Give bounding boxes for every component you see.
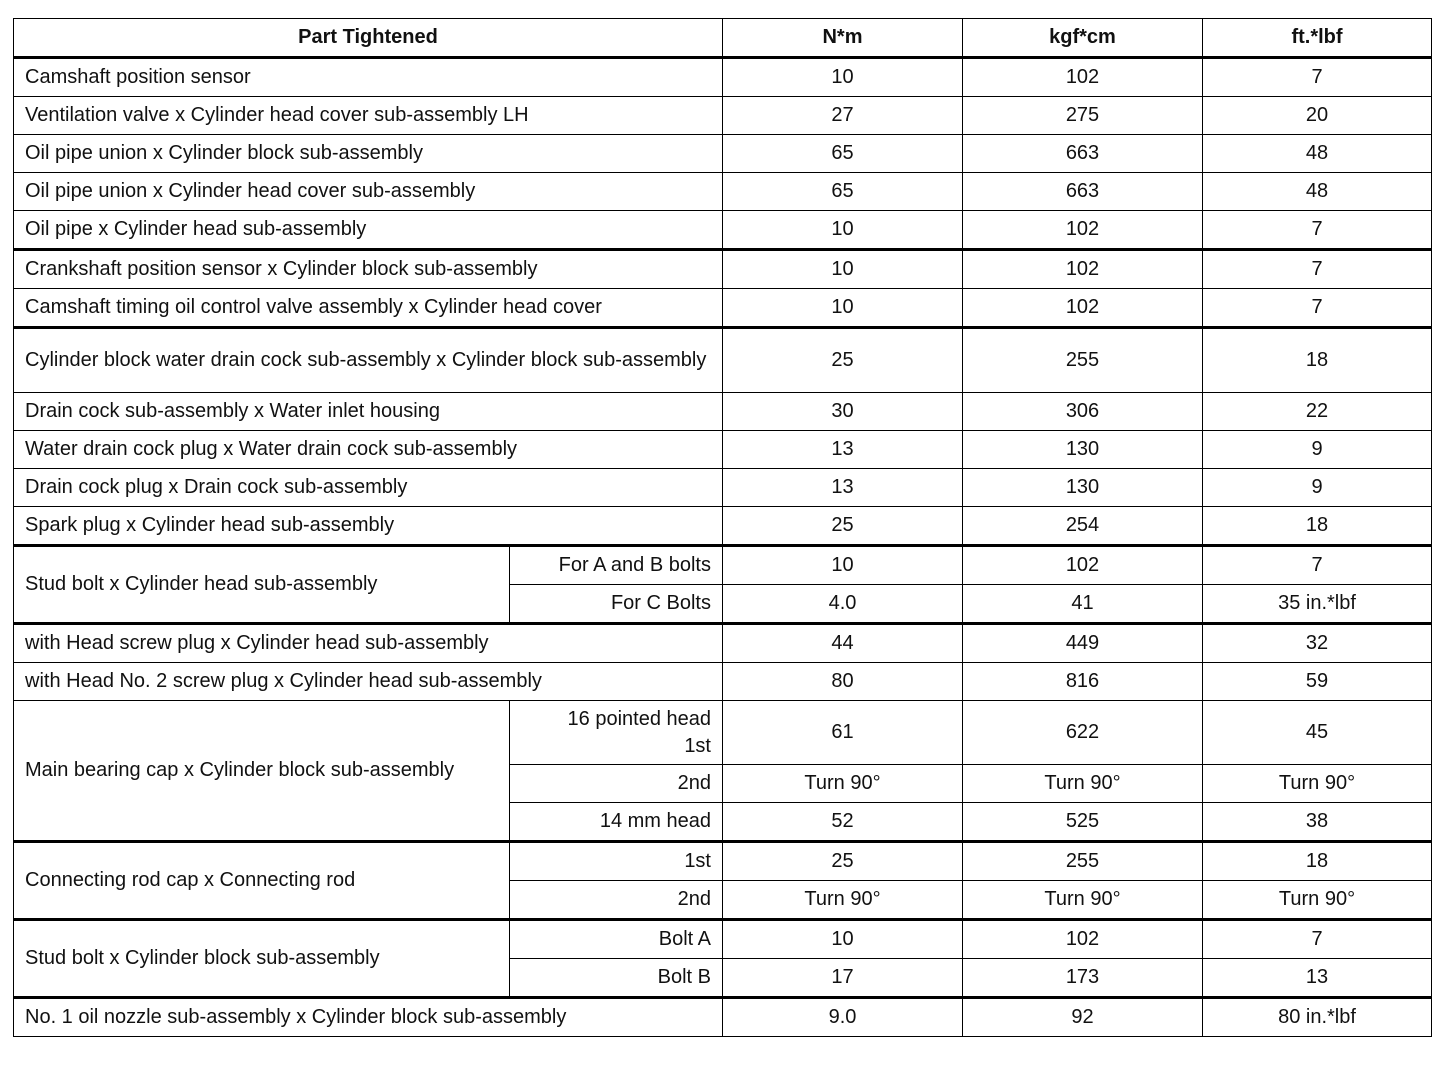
header-ft-lbf: ft.*lbf — [1203, 19, 1432, 58]
ft-cell: 20 — [1203, 97, 1432, 135]
ft-cell: 7 — [1203, 211, 1432, 250]
ft-cell: 18 — [1203, 328, 1432, 393]
nm-cell: 13 — [723, 469, 963, 507]
table-row — [14, 920, 1432, 959]
ft-cell: 45 — [1203, 701, 1432, 765]
header-kgf-cm: kgf*cm — [963, 19, 1203, 58]
nm-cell: 30 — [723, 393, 963, 431]
part-cell: Drain cock plug x Drain cock sub-assembly — [14, 469, 723, 507]
kgf-cell: 525 — [963, 803, 1203, 842]
ft-cell: 38 — [1203, 803, 1432, 842]
sub-condition-cell: Bolt A — [510, 920, 723, 959]
nm-cell: 44 — [723, 624, 963, 663]
kgf-cell: 102 — [963, 211, 1203, 250]
kgf-cell: 255 — [963, 328, 1203, 393]
ft-cell: 7 — [1203, 920, 1432, 959]
part-cell: Connecting rod cap x Connecting rod — [14, 842, 510, 920]
ft-cell: 18 — [1203, 842, 1432, 881]
nm-cell: 4.0 — [723, 585, 963, 624]
table-row — [14, 507, 1432, 546]
table-row — [14, 431, 1432, 469]
kgf-cell: 102 — [963, 546, 1203, 585]
nm-cell: 80 — [723, 663, 963, 701]
part-cell: with Head No. 2 screw plug x Cylinder head sub-assembly — [14, 663, 723, 701]
part-cell: Camshaft timing oil control valve assembly x Cylinder head cover — [14, 289, 723, 328]
kgf-cell: 622 — [963, 701, 1203, 765]
kgf-cell: 130 — [963, 469, 1203, 507]
kgf-cell: 275 — [963, 97, 1203, 135]
table-row — [14, 211, 1432, 250]
kgf-cell: 449 — [963, 624, 1203, 663]
table-row — [14, 842, 1432, 881]
part-cell: with Head screw plug x Cylinder head sub-assembly — [14, 624, 723, 663]
kgf-cell: 130 — [963, 431, 1203, 469]
table-row — [14, 173, 1432, 211]
part-cell: No. 1 oil nozzle sub-assembly x Cylinder block sub-assembly — [14, 998, 723, 1037]
kgf-cell: 102 — [963, 289, 1203, 328]
nm-cell: 25 — [723, 842, 963, 881]
ft-cell: Turn 90° — [1203, 765, 1432, 803]
kgf-cell: 102 — [963, 58, 1203, 97]
torque-spec-table — [13, 18, 1432, 1037]
nm-cell: 25 — [723, 507, 963, 546]
sub-condition-cell — [510, 701, 723, 765]
ft-cell: 7 — [1203, 58, 1432, 97]
part-cell: Stud bolt x Cylinder block sub-assembly — [14, 920, 510, 998]
ft-cell: 59 — [1203, 663, 1432, 701]
part-cell: Oil pipe x Cylinder head sub-assembly — [14, 211, 723, 250]
kgf-cell: Turn 90° — [963, 881, 1203, 920]
kgf-cell: 41 — [963, 585, 1203, 624]
table-row — [14, 328, 1432, 393]
ft-cell: 32 — [1203, 624, 1432, 663]
ft-cell: 48 — [1203, 173, 1432, 211]
nm-cell: 27 — [723, 97, 963, 135]
nm-cell: 65 — [723, 135, 963, 173]
ft-cell: 35 in.*lbf — [1203, 585, 1432, 624]
ft-cell: 7 — [1203, 250, 1432, 289]
table-row — [14, 58, 1432, 97]
table-row — [14, 998, 1432, 1037]
nm-cell: 61 — [723, 701, 963, 765]
table-row — [14, 469, 1432, 507]
kgf-cell: Turn 90° — [963, 765, 1203, 803]
nm-cell: 10 — [723, 211, 963, 250]
table-row — [14, 663, 1432, 701]
table-row — [14, 135, 1432, 173]
part-cell: Spark plug x Cylinder head sub-assembly — [14, 507, 723, 546]
kgf-cell: 102 — [963, 920, 1203, 959]
ft-cell: 80 in.*lbf — [1203, 998, 1432, 1037]
sub-condition-cell: 14 mm head — [510, 803, 723, 842]
nm-cell: 25 — [723, 328, 963, 393]
sub-condition-cell: Bolt B — [510, 959, 723, 998]
table-row — [14, 624, 1432, 663]
table-row — [14, 546, 1432, 585]
header-row — [14, 19, 1432, 58]
part-cell: Water drain cock plug x Water drain cock sub-assembly — [14, 431, 723, 469]
nm-cell: 9.0 — [723, 998, 963, 1037]
kgf-cell: 663 — [963, 135, 1203, 173]
sub-condition-cell: 1st — [510, 842, 723, 881]
kgf-cell: 254 — [963, 507, 1203, 546]
part-cell: Drain cock sub-assembly x Water inlet housing — [14, 393, 723, 431]
nm-cell: 10 — [723, 546, 963, 585]
sub-condition-cell: 2nd — [510, 765, 723, 803]
nm-cell: 10 — [723, 289, 963, 328]
sub-condition-cell: 2nd — [510, 881, 723, 920]
kgf-cell: 816 — [963, 663, 1203, 701]
kgf-cell: 306 — [963, 393, 1203, 431]
table-row — [14, 250, 1432, 289]
nm-cell: Turn 90° — [723, 881, 963, 920]
table-row — [14, 393, 1432, 431]
kgf-cell: 255 — [963, 842, 1203, 881]
ft-cell: 9 — [1203, 469, 1432, 507]
table-row — [14, 289, 1432, 328]
part-cell: Stud bolt x Cylinder head sub-assembly — [14, 546, 510, 624]
part-cell: Oil pipe union x Cylinder head cover sub-assembly — [14, 173, 723, 211]
kgf-cell: 663 — [963, 173, 1203, 211]
part-cell: Oil pipe union x Cylinder block sub-assembly — [14, 135, 723, 173]
sub-condition-cell: For C Bolts — [510, 585, 723, 624]
part-cell: Camshaft position sensor — [14, 58, 723, 97]
header-part-tightened: Part Tightened — [14, 19, 723, 58]
part-cell: Crankshaft position sensor x Cylinder block sub-assembly — [14, 250, 723, 289]
nm-cell: 65 — [723, 173, 963, 211]
ft-cell: 48 — [1203, 135, 1432, 173]
header-nm: N*m — [723, 19, 963, 58]
nm-cell: Turn 90° — [723, 765, 963, 803]
nm-cell: 10 — [723, 920, 963, 959]
nm-cell: 10 — [723, 58, 963, 97]
kgf-cell: 92 — [963, 998, 1203, 1037]
ft-cell: 9 — [1203, 431, 1432, 469]
ft-cell: 13 — [1203, 959, 1432, 998]
part-cell: Main bearing cap x Cylinder block sub-assembly — [14, 701, 510, 842]
kgf-cell: 173 — [963, 959, 1203, 998]
nm-cell: 17 — [723, 959, 963, 998]
ft-cell: 7 — [1203, 546, 1432, 585]
sub-condition-cell: For A and B bolts — [510, 546, 723, 585]
kgf-cell: 102 — [963, 250, 1203, 289]
nm-cell: 13 — [723, 431, 963, 469]
sub-condition-text: 16 pointed head 1st — [567, 707, 711, 757]
part-cell: Cylinder block water drain cock sub-assembly x Cylinder block sub-assembly — [14, 328, 723, 393]
nm-cell: 10 — [723, 250, 963, 289]
ft-cell: 7 — [1203, 289, 1432, 328]
table-row — [14, 97, 1432, 135]
table-row — [14, 701, 1432, 765]
ft-cell: Turn 90° — [1203, 881, 1432, 920]
part-cell: Ventilation valve x Cylinder head cover sub-assembly LH — [14, 97, 723, 135]
nm-cell: 52 — [723, 803, 963, 842]
ft-cell: 22 — [1203, 393, 1432, 431]
ft-cell: 18 — [1203, 507, 1432, 546]
